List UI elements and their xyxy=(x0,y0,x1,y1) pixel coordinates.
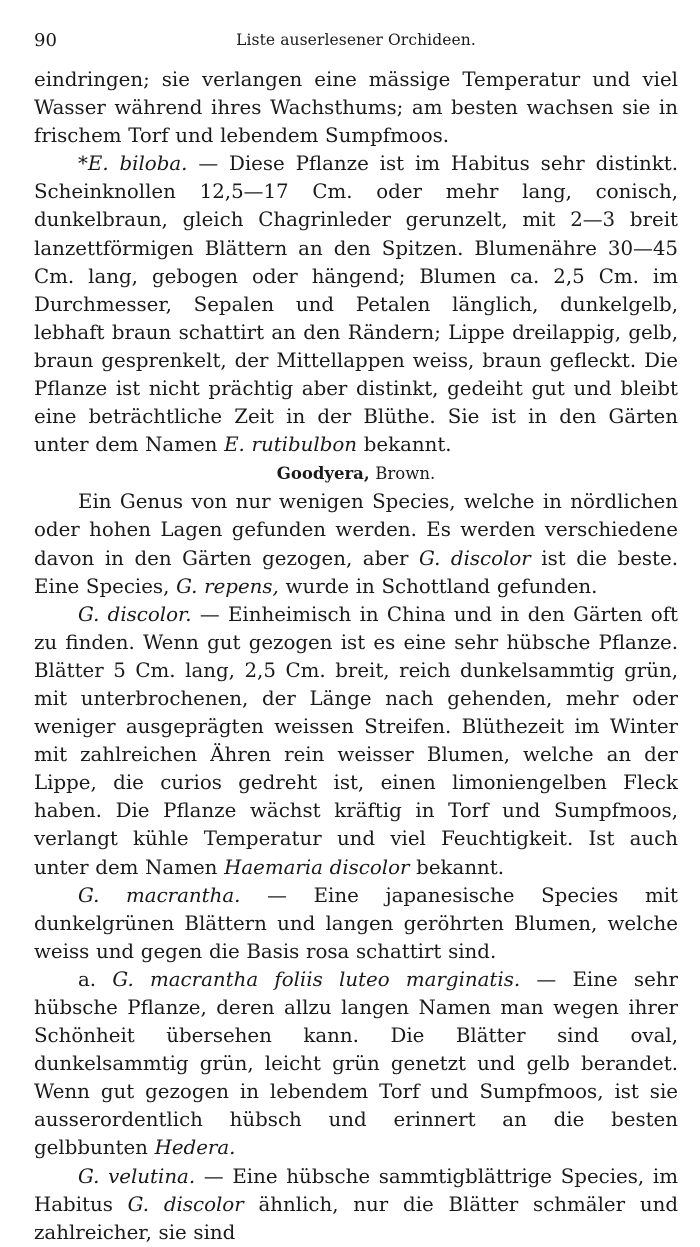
entry-text: ist die beste. Eine Species, xyxy=(34,546,678,598)
species-name: G. discolor xyxy=(127,1192,244,1216)
page-body xyxy=(34,66,678,1247)
entry-goodyera-macrantha xyxy=(34,882,678,966)
genus-heading xyxy=(34,461,678,487)
variety-label: a. xyxy=(78,967,113,991)
entry-goodyera-discolor xyxy=(34,601,678,882)
synonym-name: E. rutibulbon xyxy=(224,433,358,457)
species-name: G. macrantha foliis luteo marginatis. xyxy=(112,967,521,991)
paragraph-text: eindringen; sie verlangen eine mässige Temperatur und viel Wasser während ihres Wachsthums; am besten wachsen sie in frischem Torf und lebendem Sumpfmoos. xyxy=(34,68,678,148)
entry-text: wurde in Schottland gefunden. xyxy=(278,574,598,598)
entry-text: — Einheimisch in China und in den Gärten oft zu finden. Wenn gut gezogen ist es eine sehr hübsche Pflanze. Blätter 5 Cm. lang, 2,5 Cm. breit, reich dunkelsammtig grün, mit unterbrochenen, der Länge nach gehenden, mehr oder weniger ausgeprägten weissen Streifen. Blüthezeit im Winter mit zahlreichen Ähren rein weisser Blumen, welche an der Lippe, die curios gedreht ist, einen limoniengelben Fleck haben. Die Pflanze wächst kräftig in Torf und Sumpfmoos, verlangt kühle Temperatur und viel Feuchtigkeit. Ist auch unter dem Namen xyxy=(34,602,678,879)
entry-text: — Eine sehr hübsche Pflanze, deren allzu langen Namen man wegen ihrer Schönheit übersehen kann. Die Blätter sind oval, dunkelsammtig grün, leicht grün genetzt und gelb berandet. Wenn gut gezogen in lebendem Torf und Sumpfmoos, ist sie ausserordentlich hübsch und erinnert an die besten gelbbunten xyxy=(34,967,678,1160)
entry-text: Ein Genus von nur wenigen Species, welche in nördlichen oder hohen Lagen gefunden werden. Es werden verschiedene davon in den Gärten gezogen, aber xyxy=(34,490,678,570)
genus-name: Goodyera, xyxy=(276,464,370,484)
genus-author: Brown. xyxy=(369,464,436,484)
entry-text: — Eine japanesische Species mit dunkelgrünen Blättern und langen geröhrten Blumen, welche weiss und gegen die Basis rosa schattirt sind. xyxy=(34,883,678,963)
paragraph-continuation xyxy=(34,66,678,150)
entry-goodyera-macrantha-variety xyxy=(34,966,678,1163)
genus-reference: Hedera. xyxy=(154,1136,236,1160)
entry-text: — Eine hübsche sammtigblättrige Species, im Habitus xyxy=(34,1164,678,1216)
running-title: Liste auserlesener Orchideen. xyxy=(236,31,476,49)
entry-text: ähnlich, nur die Blätter schmäler und zahlreicher, sie sind xyxy=(34,1192,678,1244)
entry-epidendrum-biloba xyxy=(34,150,678,459)
entry-text: — Diese Pflanze ist im Habitus sehr distinkt. Scheinknollen 12,5—17 Cm. oder mehr lang, conisch, dunkelbraun, gleich Chagrinleder gerunzelt, mit 2—3 breit lanzettförmigen Blättern an den Spitzen. Blumenähre 30—45 Cm. lang, gebogen oder hängend; Blumen ca. 2,5 Cm. im Durchmesser, Sepalen und Petalen länglich, dunkelgelb, lebhaft braun schattirt an den Rändern; Lippe dreilappig, gelb, braun gesprenkelt, der Mittellappen weiss, braun gefleckt. Die Pflanze ist nicht prächtig aber distinkt, gedeiht gut und bleibt eine beträchtliche Zeit in der Blüthe. Sie ist in den Gärten unter dem Namen xyxy=(34,152,678,457)
species-name: G. velutina. xyxy=(78,1164,196,1188)
entry-goodyera-velutina xyxy=(34,1163,678,1247)
page-header xyxy=(34,30,678,56)
genus-description xyxy=(34,488,678,600)
entry-text-tail: bekannt. xyxy=(357,433,452,457)
species-name: G. discolor xyxy=(418,546,531,570)
species-name: G. repens, xyxy=(176,574,279,598)
species-name: G. macrantha. xyxy=(78,883,241,907)
species-name: G. discolor. xyxy=(78,602,192,626)
synonym-name: Haemaria discolor xyxy=(224,855,410,879)
entry-text-tail: bekannt. xyxy=(409,855,505,879)
page-number: 90 xyxy=(34,30,57,51)
species-name: *E. biloba. xyxy=(78,152,188,176)
